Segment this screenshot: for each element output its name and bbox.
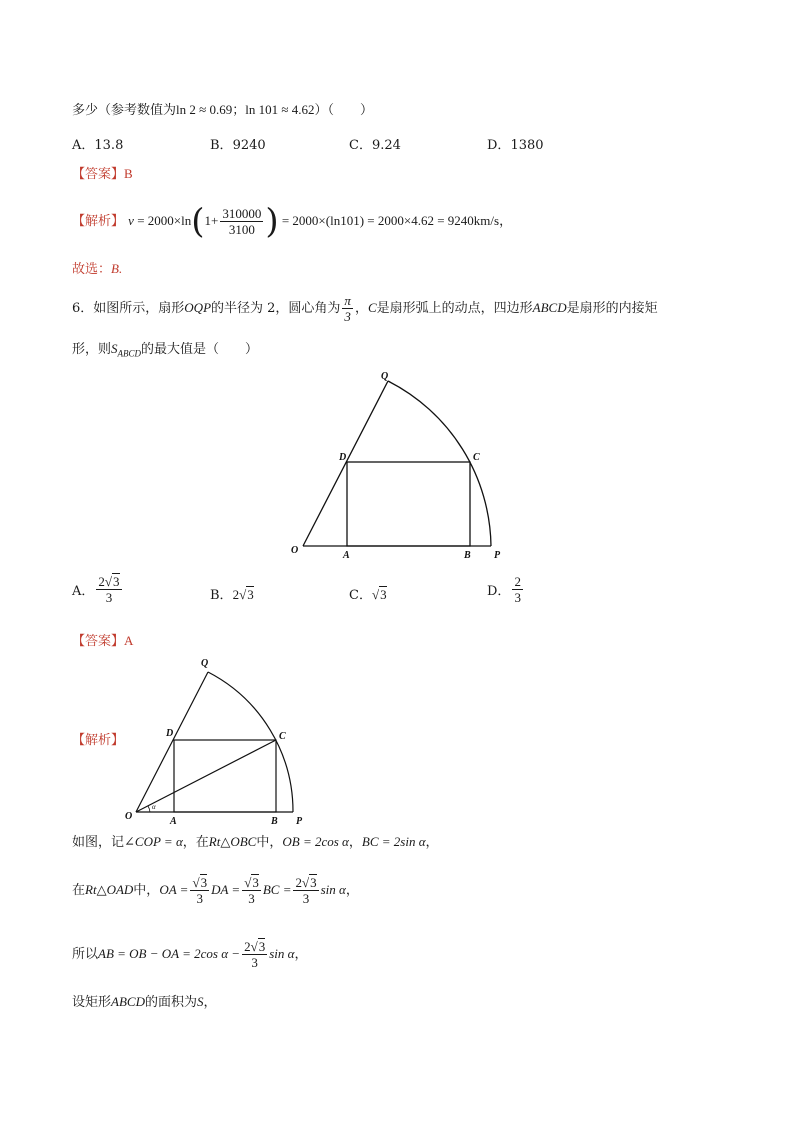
- q6-angle-fraction: $\frac{\pi}{3}$: [344, 293, 351, 324]
- q5-option-b: B．9240: [210, 138, 266, 153]
- q5-option-d: D．1380: [487, 138, 544, 153]
- q5-option-a: A．13.8: [72, 138, 124, 153]
- label-c: C: [279, 731, 286, 742]
- label-p: P: [296, 816, 303, 827]
- q6-option-d: D． $\frac{2}{3}$: [487, 574, 521, 605]
- label-d: D: [339, 452, 347, 463]
- q6-option-a: A． $\frac{2√3}{3}$: [72, 574, 120, 605]
- q6-option-b: B．2√3: [210, 587, 254, 603]
- q6-analysis-line3: 所以AB = OB − OA = 2cos α − $\frac{2√3}{3}$ sin α，: [72, 939, 308, 970]
- label-a: A: [343, 550, 350, 561]
- q6-option-c: C．√3: [349, 587, 387, 603]
- label-d: D: [166, 728, 174, 739]
- label-b: B: [464, 550, 471, 561]
- q6-analysis-line2: 在Rt△OAD中，OA = $\frac{√3}{3}$ DA = $\frac{√3}{3}$ BC = $\frac{2√3}{3}$ sin α，: [72, 875, 359, 906]
- q5-reference-line: 多少（参考数值为ln 2 ≈ 0.69；ln 101 ≈ 4.62）（ ）: [72, 102, 374, 118]
- label-o: O: [291, 545, 299, 556]
- label-a: A: [170, 816, 177, 827]
- angle-arc: [148, 806, 150, 812]
- label-alpha: α: [152, 803, 156, 811]
- label-b: B: [271, 816, 278, 827]
- q5-answer: 【答案】B: [72, 166, 133, 182]
- rectangle-abcd: [174, 740, 276, 812]
- q6-stem-line2: 形，则$S_{ABCD}$的最大值是（ ）: [72, 341, 259, 359]
- q5-analysis: 【解析】 v = 2000×ln(1+ $\frac{310000}{3100}$ ) = 2000×(ln101) = 2000×4.62 = 9240km/s，: [72, 201, 513, 242]
- label-o: O: [125, 811, 133, 822]
- segment-oq: [136, 672, 208, 812]
- segment-oc: [136, 740, 276, 812]
- q6-answer: 【答案】A: [72, 633, 134, 649]
- arc-pq: [208, 672, 293, 812]
- label-p: P: [494, 550, 501, 561]
- q5-option-c: C．9.24: [349, 138, 401, 153]
- q6-analysis-label: 【解析】: [72, 733, 125, 748]
- q6-stem-line1: 6．如图所示，扇形OQP的半径为 2，圆心角为 $\frac{\pi}{3}$ ，C是扇形弧上的动点，四边形ABCD是扇形的内接矩: [72, 293, 658, 324]
- label-q: Q: [201, 658, 209, 669]
- q5-fraction: $\frac{310000}{3100}$: [222, 206, 262, 237]
- q6-analysis-line1: 如图，记∠COP = α，在Rt△OBC中，OB = 2cos α，BC = 2sin α，: [72, 834, 439, 850]
- q5-choose: 故选：B.: [72, 261, 123, 277]
- q6-analysis-line4: 设矩形ABCD的面积为S，: [72, 994, 217, 1010]
- label-q: Q: [381, 371, 389, 382]
- label-c: C: [473, 452, 480, 463]
